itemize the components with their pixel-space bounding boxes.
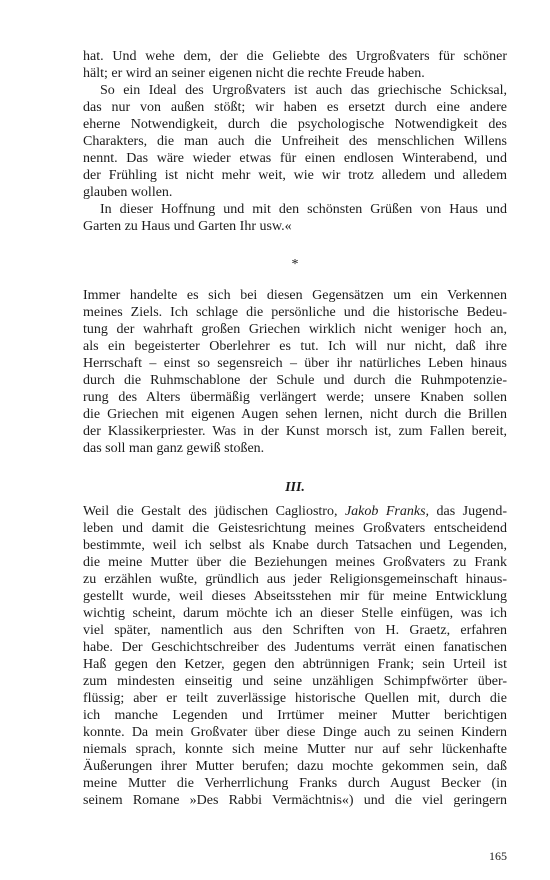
text-line (83, 588, 507, 605)
line-text: Charakters, die man auch die Unfreiheit des menschlichen Willens (83, 134, 507, 149)
text-run: Weil die Gestalt des jüdischen Cagliostro, (83, 504, 345, 519)
line-text: die Griechen mit eigenen Augen sehen lernen, nicht durch die Brillen (83, 407, 507, 422)
paragraph (83, 82, 507, 201)
text-line (83, 99, 507, 116)
italic-name: Jakob Franks, (344, 504, 430, 519)
text-line (83, 423, 507, 440)
line-text: Äußerungen ihrer Mutter berufen; dazu mochte gekommen sein, daß (83, 759, 507, 774)
text-line (83, 201, 507, 218)
line-text: tung der wahrhaft großen Griechen wirklich nicht weniger hoch an, (83, 322, 507, 337)
text-line (83, 406, 507, 423)
text-line (83, 503, 507, 520)
line-text: In dieser Hoffnung und mit den schönsten Grüßen von Haus und (100, 202, 507, 217)
line-text: niemals sprach, konnte sich meine Mutter nur auf sehr lückenhafte (83, 742, 507, 757)
text-line (83, 758, 507, 775)
line-text: durch die Ruhmschablone der Schule und durch die Ruhmpotenzie- (83, 373, 507, 388)
text-line (83, 65, 507, 82)
reflection-section (83, 287, 507, 457)
line-text: meines Ziels. Ich schlage die persönliche und die historische Bedeu- (83, 305, 507, 320)
text-line (83, 133, 507, 150)
line-text: seinem Romane »Des Rabbi Vermächtnis«) und die viel geringern (83, 793, 507, 808)
text-line (83, 707, 507, 724)
line-text: gestellt wurde, weil dieses Abseitsstehen mir für meine Entwicklung (83, 589, 507, 604)
line-text: zu erzählen wußte, gründlich aus jeder Religionsgemeinschaft hinaus- (83, 572, 507, 587)
paragraph (83, 48, 507, 82)
line-text: meine Mutter die Verherrlichung Franks durch August Becker (in (83, 776, 507, 791)
text-line (83, 218, 507, 235)
text-line (83, 440, 507, 457)
letter-closing-section (83, 48, 507, 235)
text-line (83, 116, 507, 133)
text-line (83, 571, 507, 588)
text-line (83, 656, 507, 673)
line-text: habe. Der Geschichtschreiber des Judentums verrät einen fanatischen (83, 640, 507, 655)
text-line (83, 82, 507, 99)
text-line (83, 355, 507, 372)
line-text: Haß gegen den Ketzer, gegen den abtrünnigen Frank; sein Urteil ist (83, 657, 507, 672)
text-line (83, 639, 507, 656)
line-text: das soll man ganz gewiß stoßen. (83, 441, 265, 456)
line-text: zum mindesten einseitig und seine unzähligen Schimpfwörter über- (83, 674, 507, 689)
text-line (83, 321, 507, 338)
page-number: 165 (489, 849, 507, 863)
line-text: der Frühling ist nicht mehr weit, wie wir trotz alledem und alledem (83, 168, 507, 183)
line-text: Immer handelte es sich bei diesen Gegensätzen um ein Verkennen (83, 288, 507, 303)
line-text: das nur von außen stößt; wir haben es ersetzt durch eine andere (83, 100, 507, 115)
text-line (83, 741, 507, 758)
text-line (83, 389, 507, 406)
text-line (83, 792, 507, 809)
paragraph (83, 287, 507, 457)
paragraph (83, 201, 507, 235)
line-text: So ein Ideal des Urgroßvaters ist auch das griechische Schicksal, (100, 83, 507, 98)
text-line (83, 622, 507, 639)
text-line (83, 304, 507, 321)
line-text: ich manche Legenden und Irrtümer meiner Mutter berichtigen (83, 708, 507, 723)
line-text: konnte. Da mein Großvater über diese Dinge auch zu seinen Kindern (83, 725, 507, 740)
text-line (83, 372, 507, 389)
chapter-heading: III. (285, 480, 305, 495)
line-text: nennt. Das wäre wieder etwas für einen endlosen Winterabend, und (83, 151, 507, 166)
line-text: Garten zu Haus und Garten Ihr usw.« (83, 219, 292, 234)
text-line (83, 520, 507, 537)
text-line (83, 167, 507, 184)
line-text: hat. Und wehe dem, der die Geliebte des Urgroßvaters für schöner (83, 49, 507, 64)
text-run: das Jugend- (429, 504, 507, 519)
text-line (83, 724, 507, 741)
chapter-body-section (83, 503, 507, 809)
line-text: hält; er wird an seiner eigenen nicht die rechte Freude haben. (83, 66, 425, 81)
line-text: viel später, namentlich aus den Schriften von H. Graetz, erfahren (83, 623, 507, 638)
text-line (83, 48, 507, 65)
text-line (83, 184, 507, 201)
text-line (83, 605, 507, 622)
text-line (83, 287, 507, 304)
line-text: glauben wollen. (83, 185, 173, 200)
text-line (83, 338, 507, 355)
paragraph (83, 503, 507, 809)
line-text: der Klassikerpriester. Was in der Kunst morsch ist, zum Fallen bereit, (83, 424, 507, 439)
text-line (83, 554, 507, 571)
text-line (83, 690, 507, 707)
text-line (83, 775, 507, 792)
text-line (83, 673, 507, 690)
line-text: Herrschaft – einst so segensreich – über ihr natürliches Leben hinaus (83, 356, 507, 371)
line-text: die meine Mutter über die Beziehungen meines Großvaters zu Frank (83, 555, 507, 570)
line-text: bestimmte, weil ich selbst als Knabe durch Tatsachen und Legenden, (83, 538, 507, 553)
line-text: als ein begeisterter Oberlehrer es tut. Ich will nur nicht, daß ihre (83, 339, 507, 354)
line-text: leben und damit die Geistesrichtung meines Großvaters entscheidend (83, 521, 507, 536)
line-text: eherne Notwendigkeit, durch die psychologische Notwendigkeit des (83, 117, 507, 132)
section-separator-asterisk: * (291, 257, 299, 272)
line-text: flüssig; aber er teilt zuverlässige historische Quellen mit, durch die (83, 691, 507, 706)
line-text: rung des Alters übermäßig verlängert werde; unsere Knaben sollen (83, 390, 507, 405)
line-text: wichtig scheint, darum möchte ich an dieser Stelle einfügen, was ich (83, 606, 507, 621)
line-text (83, 504, 507, 519)
text-line (83, 150, 507, 167)
text-line (83, 537, 507, 554)
